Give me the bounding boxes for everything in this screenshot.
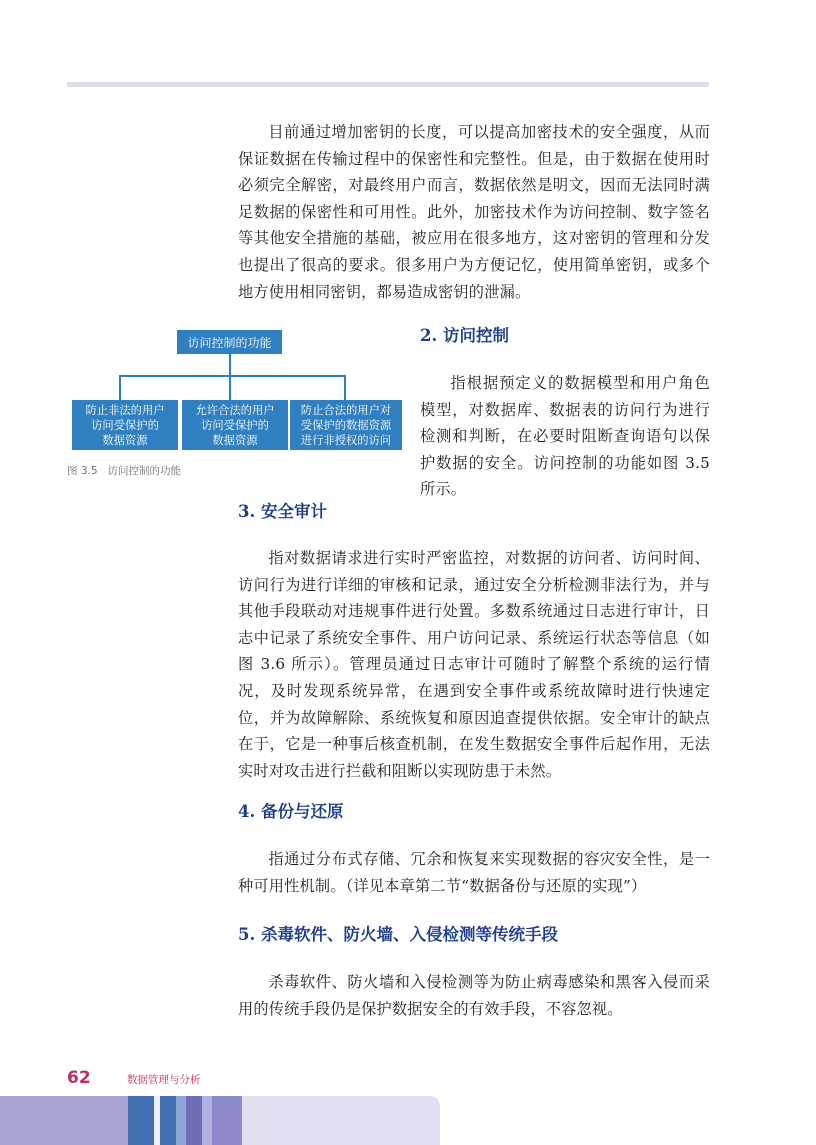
access-control-diagram xyxy=(72,330,402,455)
heading-security-audit: 3. 安全审计 xyxy=(238,502,327,521)
footer-stripe xyxy=(176,1096,186,1145)
connector-line xyxy=(344,375,346,400)
figure-caption xyxy=(67,463,181,478)
footer-stripe xyxy=(128,1096,154,1145)
figure-title: 访问控制的功能 xyxy=(107,465,182,477)
connector-line xyxy=(119,375,346,377)
diagram-root-box: 访问控制的功能 xyxy=(177,330,282,354)
page-number: 62 xyxy=(67,1068,91,1088)
connector-line xyxy=(229,375,231,400)
diagram-leaf-box: 防止合法的用户对 受保护的数据资源 进行非授权的访问 xyxy=(290,400,402,450)
connector-line xyxy=(119,375,121,400)
diagram-leaf-box: 允许合法的用户 访问受保护的 数据资源 xyxy=(182,400,288,450)
book-title: 数据管理与分析 xyxy=(127,1074,201,1086)
heading-traditional-means: 5. 杀毒软件、防火墙、入侵检测等传统手段 xyxy=(238,925,558,944)
paragraph-security-audit: 指对数据请求进行实时严密监控，对数据的访问者、访问时间、访问行为进行详细的审核和记录，通过安全分析检测非法行为，并与其他手段联动对违规事件进行处置。多数系统通过日志进行审计，日志中记录了系统安全事件、用户访问记录、系统运行状态等信息（如图 3.6 所示）。管理员通过日志审计可随时了解整个系统的运行情况，及时发现系统异常，在遇到安全事件或系统故障时进行快速定位，并为故障解除、系统恢复和原因追查提供依据。安全审计的缺点在于，它是一种事后核查机制，在发生数据安全事件后起作用，无法实时对攻击进行拦截和阻断以实现防患于未然。 xyxy=(238,549,710,780)
top-rule xyxy=(67,82,709,87)
footer-stripe xyxy=(212,1096,242,1145)
footer-stripe xyxy=(160,1096,176,1145)
paragraph-access-control: 指根据预定义的数据模型和用户角色模型，对数据库、数据表的访问行为进行检测和判断，在必要时阻断查询语句以保护数据的安全。访问控制的功能如图 3.5 所示。 xyxy=(420,374,710,499)
paragraph-backup-restore: 指通过分布式存储、冗余和恢复来实现数据的容灾安全性，是一种可用性机制。（详见本章第二节“数据备份与还原的实现”） xyxy=(238,850,710,895)
paragraph-encryption: 目前通过增加密钥的长度，可以提高加密技术的安全强度，从而保证数据在传输过程中的保密性和完整性。但是，由于数据在使用时必须完全解密，对最终用户而言，数据依然是明文，因而无法同时满足数据的保密性和可用性。此外，加密技术作为访问控制、数字签名等其他安全措施的基础，被应用在很多地方，这对密钥的管理和分发也提出了很高的要求。很多用户为方便记忆，使用简单密钥，或多个地方使用相同密钥，都易造成密钥的泄漏。 xyxy=(238,123,710,301)
paragraph-traditional-means: 杀毒软件、防火墙和入侵检测等为防止病毒感染和黑客入侵而采用的传统手段仍是保护数据安全的有效手段，不容忽视。 xyxy=(238,973,710,1018)
figure-number: 图 3.5 xyxy=(67,465,98,477)
footer-stripe xyxy=(202,1096,212,1145)
connector-line xyxy=(229,354,231,376)
heading-access-control: 2. 访问控制 xyxy=(420,326,509,345)
footer-stripe xyxy=(186,1096,202,1145)
heading-backup-restore: 4. 备份与还原 xyxy=(238,802,344,821)
footer-stripe xyxy=(0,1096,128,1145)
diagram-leaf-box: 防止非法的用户 访问受保护的 数据资源 xyxy=(72,400,178,450)
